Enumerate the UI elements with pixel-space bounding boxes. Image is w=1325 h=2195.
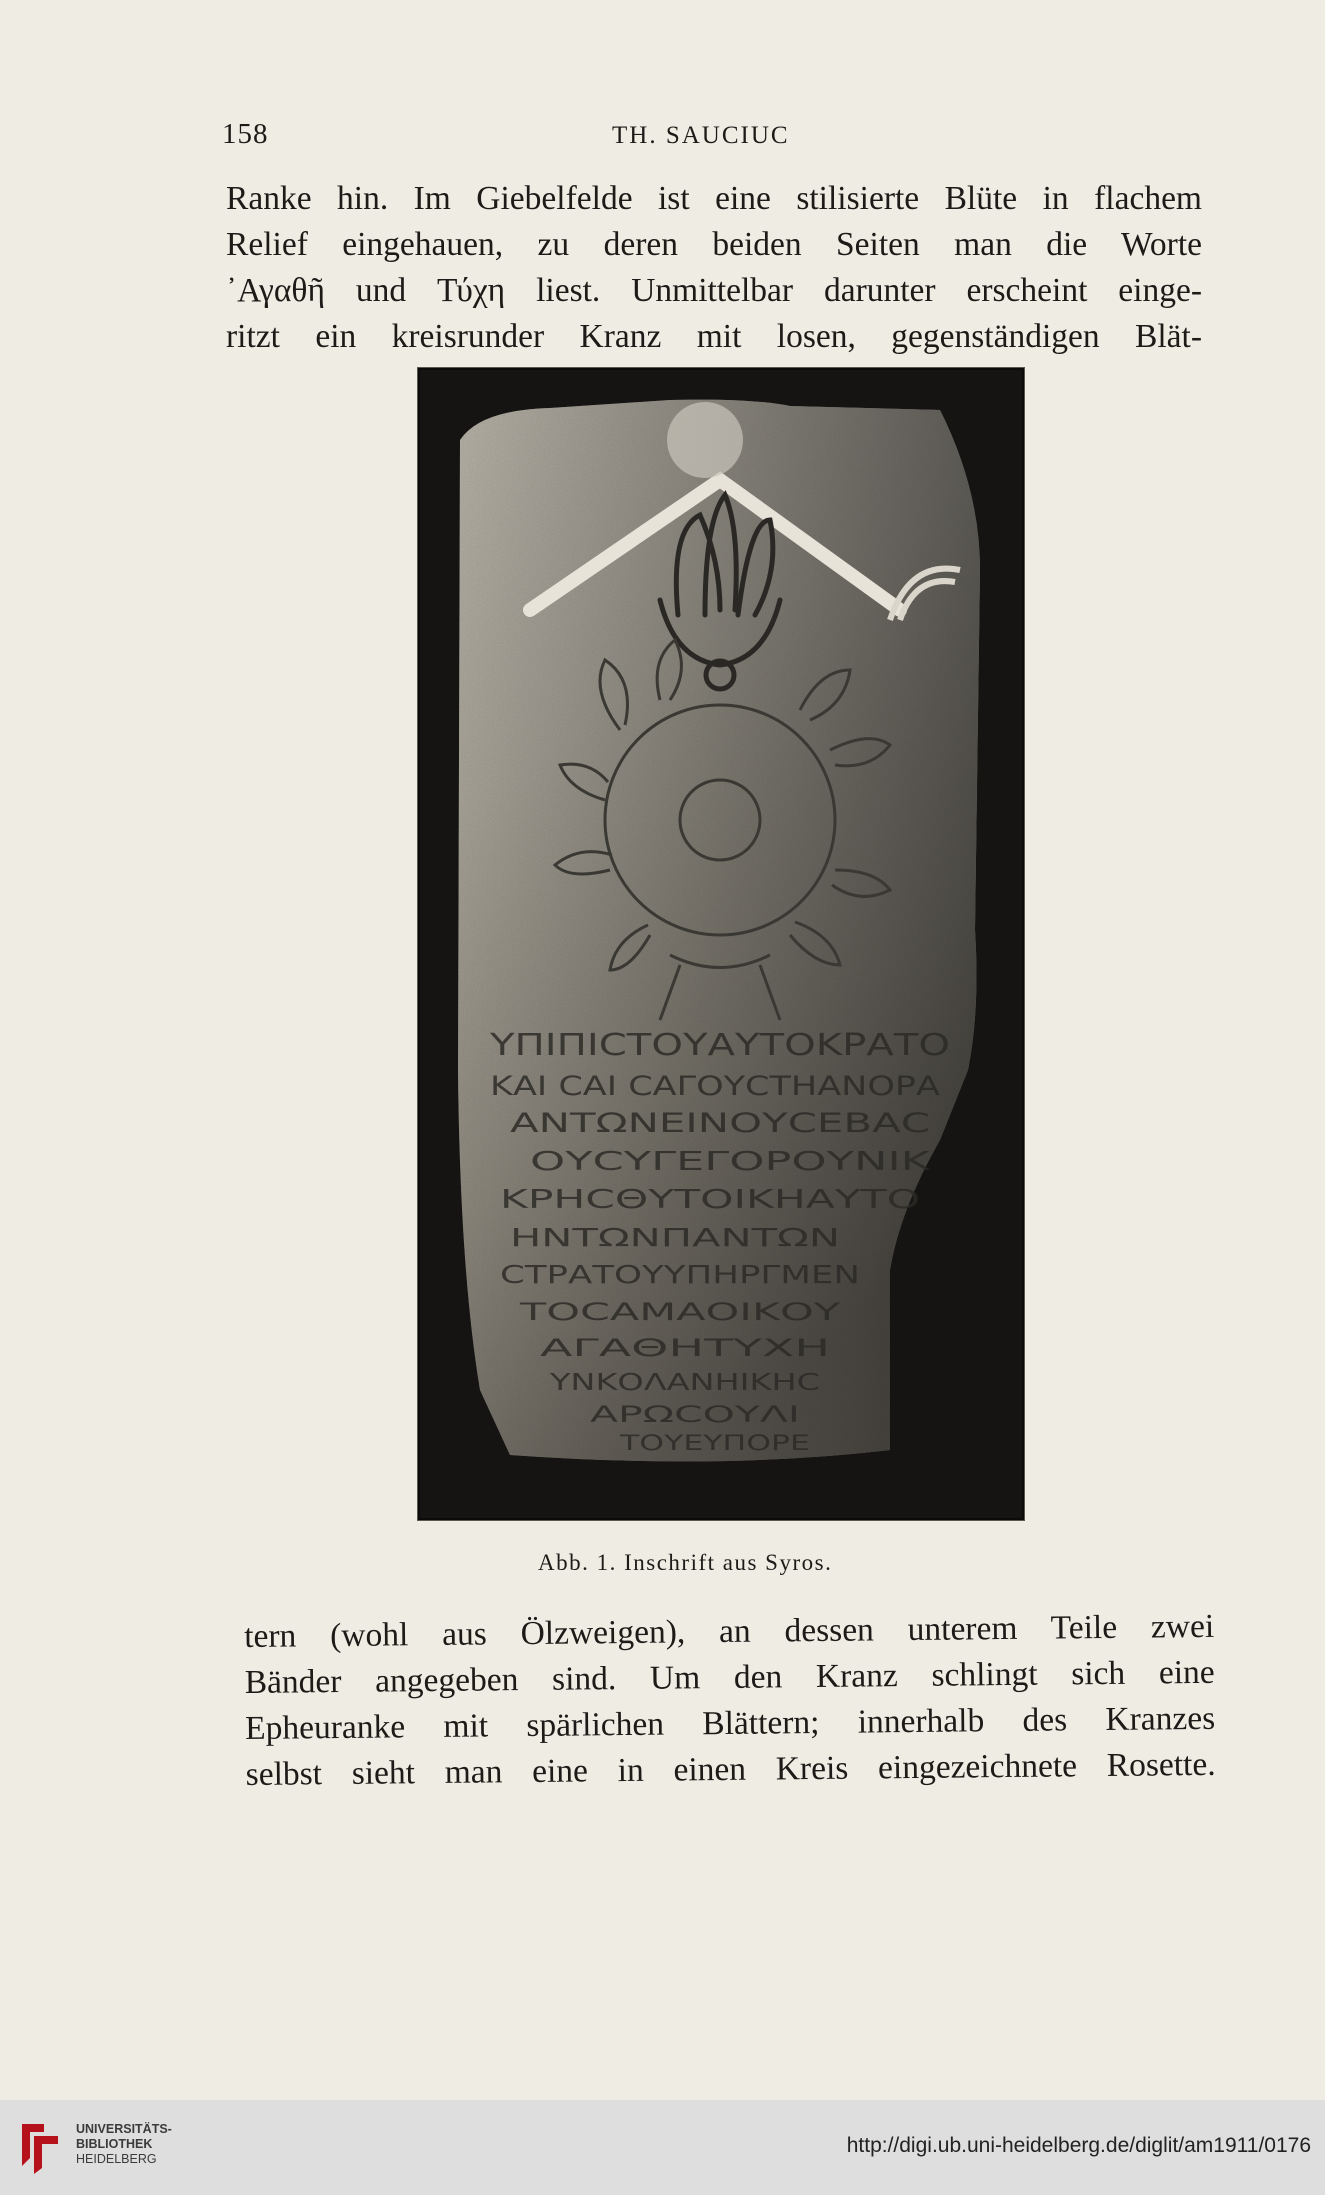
- inscription-line: ΚΡΗCΘΥΤΟΙΚΗΑΥΤΟ: [500, 1185, 920, 1215]
- library-name: [76, 2122, 172, 2167]
- inscription-line: ΑΝΤΩΝΕΙΝΟΥCΕΒΑC: [510, 1108, 930, 1139]
- paragraph-bottom: [244, 1604, 1216, 1798]
- text-line: Ranke hin. Im Giebelfelde ist eine stilisierte Blüte in flachem: [226, 180, 1202, 217]
- inscription-line: ΥΝΚΟΛΑΝΗΙΚΗC: [548, 1370, 820, 1396]
- paragraph-top: [226, 176, 1202, 360]
- page-number: 158: [222, 118, 269, 150]
- text-line: ritzt ein kreisrunder Kranz mit losen, gegenständigen Blät-: [226, 318, 1202, 355]
- text-line: tern (wohl aus Ölzweigen), an dessen unterem Teile zwei: [244, 1607, 1215, 1655]
- text-line: Bänder angegeben sind. Um den Kranz schlingt sich eine: [244, 1653, 1215, 1701]
- inscription-line: CΤΡΑΤΟΥΥΠΗΡΓΜΕΝ: [500, 1260, 860, 1289]
- inscription-photo: [418, 368, 1024, 1520]
- inscription-line: ΗΝΤΩΝΠΑΝΤΩΝ: [510, 1223, 840, 1252]
- library-name-line: BIBLIOTHEK: [76, 2137, 153, 2151]
- text-line: Relief eingehauen, zu deren beiden Seiten man die Worte: [226, 226, 1202, 263]
- text-line: ᾿Αγαθῆ und Τύχη liest. Unmittelbar darunter erscheint einge-: [226, 272, 1202, 309]
- library-name-line: UNIVERSITÄTS-: [76, 2122, 172, 2136]
- university-library-logo-icon: [14, 2118, 66, 2178]
- text-line: Epheuranke mit spärlichen Blättern; innerhalb des Kranzes: [245, 1699, 1216, 1747]
- inscription-line: ΚΑΙ CΑΙ CΑΓΟΥCΤΗΑΝΟΡΑ: [490, 1071, 941, 1102]
- inscription-line: ΑΡΩCΟΥΛΙ: [590, 1403, 800, 1428]
- inscription-line: ΟΥCΥΓΕΓΟΡΟΥΝΙΚ: [530, 1147, 932, 1177]
- inscription-line: ΤΟΥΕΥΠΟΡΕ: [618, 1431, 810, 1455]
- stele-image: [420, 370, 1022, 1518]
- inscription-line: ΥΠΙΠΙCΤΟΥΑΥΤΟΚΡΑΤΟ: [488, 1028, 950, 1063]
- inscription-line: ΤΟCΑΜΑΟΙΚΟΥ: [518, 1298, 841, 1326]
- viewer-footer: [0, 2100, 1325, 2195]
- text-line: selbst sieht man eine in einen Kreis eingezeichnete Rosette.: [245, 1745, 1216, 1793]
- figure-caption: Abb. 1. Inschrift aus Syros.: [538, 1550, 833, 1575]
- library-name-line: HEIDELBERG: [76, 2152, 157, 2166]
- running-head: TH. SAUCIUC: [612, 122, 790, 149]
- inscription-line: ΑΓΑΘΗΤΥΧΗ: [540, 1334, 830, 1362]
- permalink-url[interactable]: http://digi.ub.uni-heidelberg.de/diglit/am1911/0176: [846, 2134, 1311, 2157]
